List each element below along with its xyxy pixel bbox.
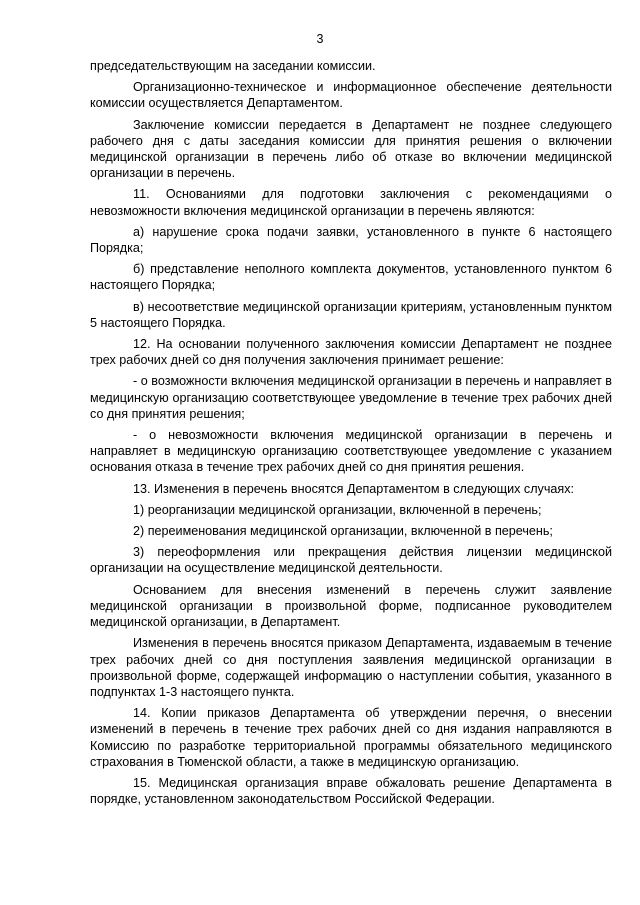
paragraph-item-13-order: Изменения в перечень вносятся приказом Департамента, издаваемым в течение трех рабочих дней со дня поступления заявления медицинской организации в произвольной форме, содержащей информацию о наступлении события, указанного в подпунктах 1-3 настоящего пункта. — [90, 636, 612, 699]
paragraph-item-12-possible: - о возможности включения медицинской организации в перечень и направляет в медицинскую организацию соответствующее уведомление в течение трех рабочих дней со дня принятия решения; — [90, 374, 612, 421]
paragraph-item-12: 12. На основании полученного заключения комиссии Департамент не позднее трех рабочих дней со дня получения заключения принимает решение: — [90, 337, 612, 368]
paragraph-item-13: 13. Изменения в перечень вносятся Департаментом в следующих случаях: — [133, 481, 575, 496]
paragraph-item-11: 11. Основаниями для подготовки заключения с рекомендациями о невозможности включения медицинской организации в перечень являются: — [90, 187, 612, 218]
page-number: 3 — [316, 32, 324, 46]
paragraph-item-12-impossible: - о невозможности включения медицинской организации в перечень и направляет в медицинскую организацию соответствующее уведомление с указанием основания отказа в течение трех рабочих дней со дня принятия решения. — [90, 428, 612, 475]
paragraph-item-13-basis: Основанием для внесения изменений в перечень служит заявление медицинской организации в произвольной форме, подписанное руководителем медицинской организации, в Департамент. — [90, 582, 612, 630]
paragraph-item-11-a: а) нарушение срока подачи заявки, установленного в пункте 6 настоящего Порядка; — [90, 224, 612, 256]
paragraph-conclusion-transfer: Заключение комиссии передается в Департамент не позднее следующего рабочего дня с даты заседания комиссии для принятия решения о включении медицинской организации в перечень либо об отказе во включении медицинской организации в перечень. — [90, 117, 612, 181]
paragraph-continuation: председательствующим на заседании комиссии. — [90, 59, 376, 73]
paragraph-item-11-b: б) представление неполного комплекта документов, установленного пунктом 6 настоящего Порядка; — [90, 262, 612, 293]
paragraph-item-13-3: 3) переоформления или прекращения действия лицензии медицинской организации на осуществление медицинской деятельности. — [90, 545, 612, 576]
paragraph-item-13-1: 1) реорганизации медицинской организации, включенной в перечень; — [133, 502, 542, 517]
paragraph-support: Организационно-техническое и информационное обеспечение деятельности комиссии осуществляется Департаментом. — [90, 80, 612, 111]
paragraph-item-13-2: 2) переименования медицинской организации, включенной в перечень; — [133, 524, 553, 539]
paragraph-item-15: 15. Медицинская организация вправе обжаловать решение Департамента в порядке, установленном законодательством Российской Федерации. — [90, 775, 612, 807]
paragraph-item-11-c: в) несоответствие медицинской организации критериям, установленным пунктом 5 настоящего Порядка. — [90, 299, 612, 330]
paragraph-item-14: 14. Копии приказов Департамента об утверждении перечня, о внесении изменений в перечень в течение трех рабочих дней со дня издания направляются в Комиссию по разработке территориальной программы обязательного медицинского страхования в Тюменской области, а также в медицинскую организацию. — [90, 706, 612, 769]
document-body — [90, 58, 612, 807]
